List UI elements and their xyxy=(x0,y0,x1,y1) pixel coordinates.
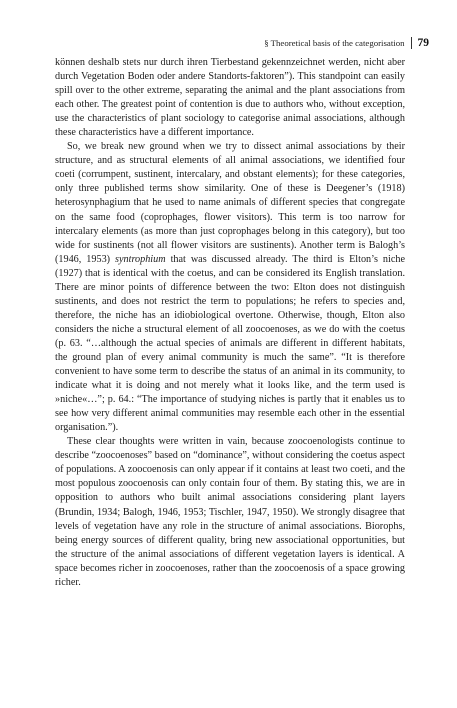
paragraph-2-part-a: So, we break new ground when we try to dissect animal associations by their structure, and as structural elements of all animal associations, we identified four coeti (corrumpent, sustinent, intercalary, and obstant elements); for these categories, only three published terms show similarity. One of these is Deegener’s (1918) heterosynphagium that he used to name animals of different species that congregate on the same food (coprophages, flower visitors). This term is too narrow for intercalary elements (as more than just coprophages belong in this category), but too wide for sustinents (not all flower visitors are sustinents). Another term is Balogh’s (1946, 1953) xyxy=(55,141,405,265)
paragraph-2-part-b: that was discussed already. The third is Elton’s niche (1927) that is identical with the coetus, and can be considered its English translation. There are minor points of difference between the two: Elton does not distinguish sustinents, and does not restrict the term to populations; he refers to species and, therefore, the niche has an idiobiological overtone. Otherwise, though, Elton also considers the niche a structural element of all zoocoenoses, as we do with the coetus (p. 63. “…although the actual species of animals are different in different habitats, the ground plan of every animal community is much the same”. “It is therefore convenient to have some term to describe the status of an animal in its community, to indicate what it is doing and not merely what it looks like, and the term used is »niche«…”; p. 64.: “The importance of studying niches is partly that it enables us to see how very different animal communities may resemble each other in the essential organisation.”). xyxy=(55,253,405,434)
syntrophium-term: syntrophium xyxy=(115,253,166,265)
section-title: § Theoretical basis of the categorisation xyxy=(264,38,405,48)
body-text xyxy=(55,56,405,590)
running-head xyxy=(264,37,429,49)
page-number: 79 xyxy=(417,37,429,49)
header-separator xyxy=(411,37,412,49)
paragraph-3: These clear thoughts were written in vain, because zoocoenologists continue to describe “zoocoenoses” based on “dominance”, without considering the coetus aspect of populations. A zoocoenosis can only appear if it contains at least two coeti, and the most populous zoocoenosis can only contain four of them. By stating this, we are in opposition to authors who built animal associations considering plant layers (Brundin, 1934; Balogh, 1946, 1953; Tischler, 1947, 1950). We strongly disagree that levels of vegetation have any role in the structure of animal associations. Biorophs, being energy sources of different quality, bring new associational opportunities, but the structure of the animal associations of different vegetation layers is identical. A space becomes richer in zoocoenoses, rather than the zoocoenosis of a space growing richer. xyxy=(55,436,405,588)
paragraph-2 xyxy=(55,140,405,435)
paragraph-1: können deshalb stets nur durch ihren Tierbestand gekennzeichnet werden, nicht aber durch Vegetation Boden oder andere Standorts-faktoren”). This standpoint can easily spill over to the other extreme, separating the animal and the plant associations from each other. The greatest point of contention is due to authors who, without exception, use the characteristics of plant sociology to categorise animal associations, although these characteristics have a different importance. xyxy=(55,57,405,139)
